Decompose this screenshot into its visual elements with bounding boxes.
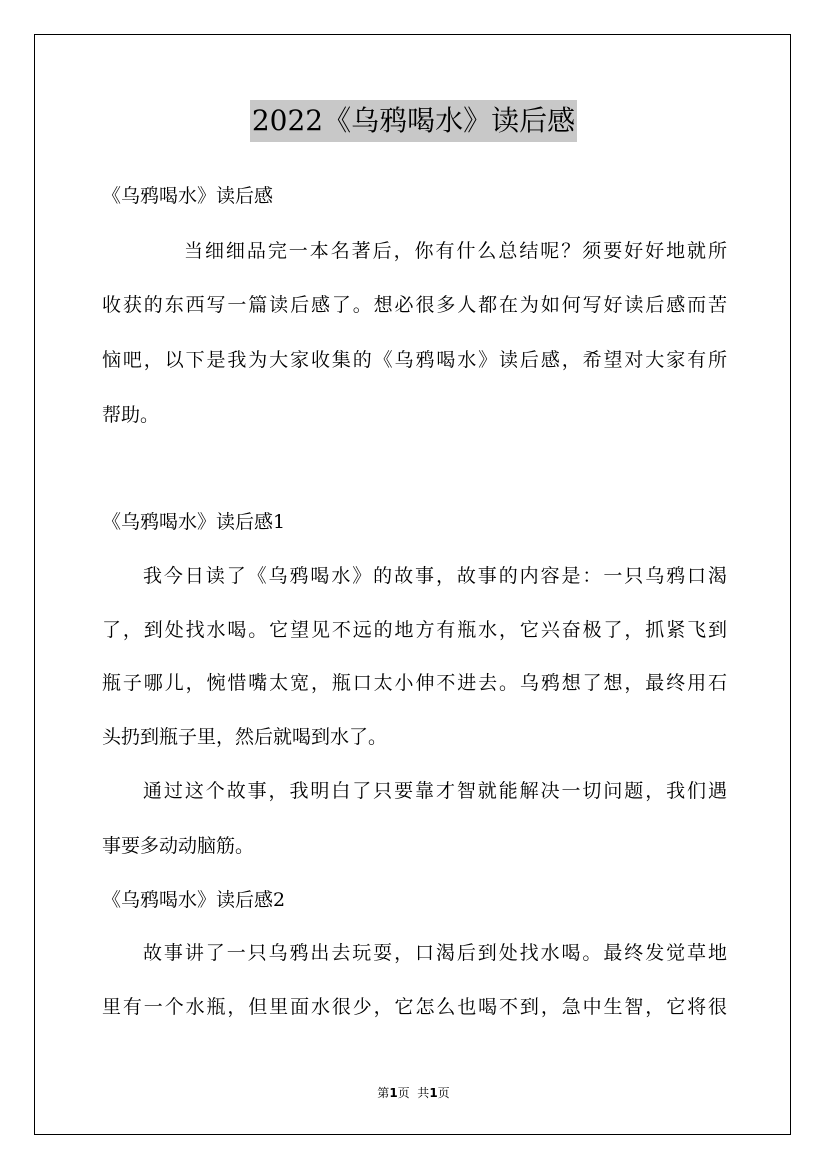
page-footer (0, 1084, 827, 1101)
heading-line: 《乌鸦喝水》读后感 (102, 185, 274, 207)
title-container (0, 100, 827, 142)
paragraph-line: 当细细品完一本名著后，你有什么总结呢？须要好好地就所 (184, 240, 727, 262)
heading-line: 《乌鸦喝水》读后感2 (102, 889, 286, 911)
paragraph-line: 恼吧，以下是我为大家收集的《乌鸦喝水》读后感，希望对大家有所 (102, 349, 727, 371)
paragraph-line: 收获的东西写一篇读后感了。想必很多人都在为如何写好读后感而苦 (102, 294, 727, 316)
paragraph-line: 里有一个水瓶，但里面水很少，它怎么也喝不到，急中生智，它将很 (102, 996, 727, 1018)
paragraph-line: 事要多动动脑筋。 (102, 835, 255, 857)
footer-total-suffix: 页 (437, 1086, 450, 1100)
footer-page-prefix: 第 (377, 1086, 390, 1100)
document-title: 2022《乌鸦喝水》读后感 (250, 100, 577, 142)
paragraph-line: 帮助。 (102, 404, 160, 426)
heading-line: 《乌鸦喝水》读后感1 (102, 511, 286, 533)
paragraph-line: 我今日读了《乌鸦喝水》的故事，故事的内容是：一只乌鸦口渴 (143, 565, 727, 587)
paragraph-line: 瓶子哪儿，惋惜嘴太宽，瓶口太小伸不进去。乌鸦想了想，最终用石 (102, 672, 727, 694)
footer-page-suffix: 页 共 (397, 1086, 430, 1100)
footer-page-number: 1 (389, 1086, 398, 1100)
paragraph-line: 故事讲了一只乌鸦出去玩耍，口渴后到处找水喝。最终发觉草地 (143, 942, 727, 964)
paragraph-line: 通过这个故事，我明白了只要靠才智就能解决一切问题，我们遇 (143, 780, 727, 802)
footer-total-pages: 1 (429, 1086, 438, 1100)
paragraph-line: 了，到处找水喝。它望见不远的地方有瓶水，它兴奋极了，抓紧飞到 (102, 619, 727, 641)
paragraph-line: 头扔到瓶子里，然后就喝到水了。 (102, 726, 388, 748)
